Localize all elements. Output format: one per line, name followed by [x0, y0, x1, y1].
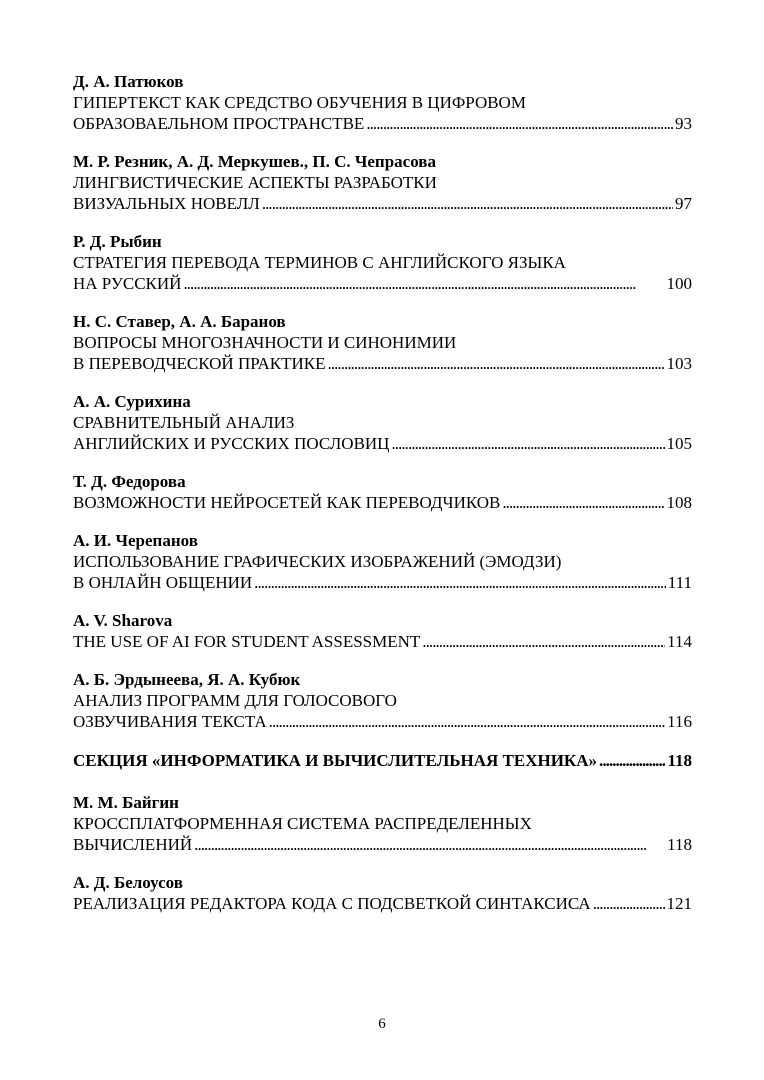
toc-page-number: 111: [667, 573, 692, 592]
toc-title-text: В ОНЛАЙН ОБЩЕНИИ: [73, 573, 253, 592]
table-of-contents: [73, 72, 692, 932]
toc-dot-leader: [269, 711, 665, 732]
toc-title-line: [73, 711, 692, 732]
toc-author: Т. Д. Федорова: [73, 472, 186, 491]
toc-title-line: [73, 834, 692, 855]
toc-page-number: 114: [667, 632, 692, 651]
toc-entry: [73, 232, 692, 294]
toc-title-text: АНГЛИЙСКИХ И РУССКИХ ПОСЛОВИЦ: [73, 434, 390, 453]
toc-entry: [73, 531, 692, 593]
toc-title-line: [73, 750, 692, 771]
toc-author: А. Д. Белоусов: [73, 873, 183, 892]
toc-dot-leader: [502, 492, 664, 513]
toc-entry: [73, 72, 692, 134]
toc-entry: [73, 312, 692, 374]
toc-entry: [73, 873, 692, 914]
toc-title-line: [73, 893, 692, 914]
toc-entry: [73, 152, 692, 214]
toc-title-line: ЛИНГВИСТИЧЕСКИЕ АСПЕКТЫ РАЗРАБОТКИ: [73, 173, 437, 192]
toc-page-number: 116: [667, 712, 692, 731]
toc-title-line: [73, 193, 692, 214]
toc-page-number: 105: [666, 434, 692, 453]
toc-section-heading: [73, 750, 692, 771]
toc-title-line: ГИПЕРТЕКСТ КАК СРЕДСТВО ОБУЧЕНИЯ В ЦИФРОВОМ: [73, 93, 526, 112]
toc-title-text: ОЗВУЧИВАНИЯ ТЕКСТА: [73, 712, 267, 731]
page-number: 6: [378, 1016, 386, 1032]
toc-title-line: [73, 273, 692, 294]
toc-title-line: СТРАТЕГИЯ ПЕРЕВОДА ТЕРМИНОВ С АНГЛИЙСКОГО ЯЗЫКА: [73, 253, 566, 272]
toc-page-number: 93: [675, 114, 692, 133]
toc-dot-leader: [194, 834, 665, 855]
toc-title-line: КРОССПЛАТФОРМЕННАЯ СИСТЕМА РАСПРЕДЕЛЕННЫХ: [73, 814, 532, 833]
toc-title-line: ИСПОЛЬЗОВАНИЕ ГРАФИЧЕСКИХ ИЗОБРАЖЕНИЙ (ЭМОДЗИ): [73, 552, 562, 571]
toc-entry: [73, 793, 692, 855]
toc-page-number: 108: [666, 493, 692, 512]
toc-dot-leader: [599, 750, 665, 771]
toc-title-line: [73, 433, 692, 454]
toc-entry: [73, 611, 692, 652]
toc-page-number: 100: [666, 274, 692, 293]
toc-author: М. М. Байгин: [73, 793, 179, 812]
toc-dot-leader: [262, 193, 673, 214]
toc-title-text: СЕКЦИЯ «ИНФОРМАТИКА И ВЫЧИСЛИТЕЛЬНАЯ ТЕХНИКА»: [73, 751, 598, 770]
toc-dot-leader: [328, 353, 665, 374]
toc-page-number: 103: [666, 354, 692, 373]
toc-title-text: ВЫЧИСЛЕНИЙ: [73, 835, 193, 854]
toc-title-line: СРАВНИТЕЛЬНЫЙ АНАЛИЗ: [73, 413, 295, 432]
toc-title-line: [73, 631, 692, 652]
toc-author: М. Р. Резник, А. Д. Меркушев., П. С. Чепрасова: [73, 152, 436, 171]
toc-title-line: АНАЛИЗ ПРОГРАММ ДЛЯ ГОЛОСОВОГО: [73, 691, 397, 710]
toc-title-line: ВОПРОСЫ МНОГОЗНАЧНОСТИ И СИНОНИМИИ: [73, 333, 457, 352]
toc-dot-leader: [254, 572, 666, 593]
toc-dot-leader: [391, 433, 664, 454]
toc-author: A. V. Sharova: [73, 611, 173, 630]
toc-title-text: THE USE OF AI FOR STUDENT ASSESSMENT: [73, 632, 421, 651]
toc-author: А. Б. Эрдынеева, Я. А. Кубюк: [73, 670, 301, 689]
toc-page-number: 97: [675, 194, 692, 213]
toc-author: Д. А. Патюков: [73, 72, 184, 91]
toc-dot-leader: [422, 631, 665, 652]
toc-title-text: ВИЗУАЛЬНЫХ НОВЕЛЛ: [73, 194, 260, 213]
toc-title-line: [73, 353, 692, 374]
toc-author: А. А. Сурихина: [73, 392, 191, 411]
toc-title-text: ОБРАЗОВАЕЛЬНОМ ПРОСТРАНСТВЕ: [73, 114, 365, 133]
toc-title-line: [73, 572, 692, 593]
toc-title-text: ВОЗМОЖНОСТИ НЕЙРОСЕТЕЙ КАК ПЕРЕВОДЧИКОВ: [73, 493, 501, 512]
toc-entry: [73, 670, 692, 732]
toc-title-text: В ПЕРЕВОДЧЕСКОЙ ПРАКТИКЕ: [73, 354, 326, 373]
toc-title-text: РЕАЛИЗАЦИЯ РЕДАКТОРА КОДА С ПОДСВЕТКОЙ СИНТАКСИСА: [73, 894, 591, 913]
toc-author: Р. Д. Рыбин: [73, 232, 162, 251]
toc-title-line: [73, 492, 692, 513]
toc-page-number: 118: [667, 751, 692, 770]
toc-entry: [73, 472, 692, 513]
toc-dot-leader: [366, 113, 673, 134]
toc-dot-leader: [593, 893, 665, 914]
toc-title-text: НА РУССКИЙ: [73, 274, 182, 293]
toc-dot-leader: [183, 273, 664, 294]
toc-page-number: 121: [666, 894, 692, 913]
toc-author: А. И. Черепанов: [73, 531, 198, 550]
toc-author: Н. С. Ставер, А. А. Баранов: [73, 312, 286, 331]
toc-entry: [73, 392, 692, 454]
toc-page-number: 118: [667, 835, 692, 854]
toc-title-line: [73, 113, 692, 134]
